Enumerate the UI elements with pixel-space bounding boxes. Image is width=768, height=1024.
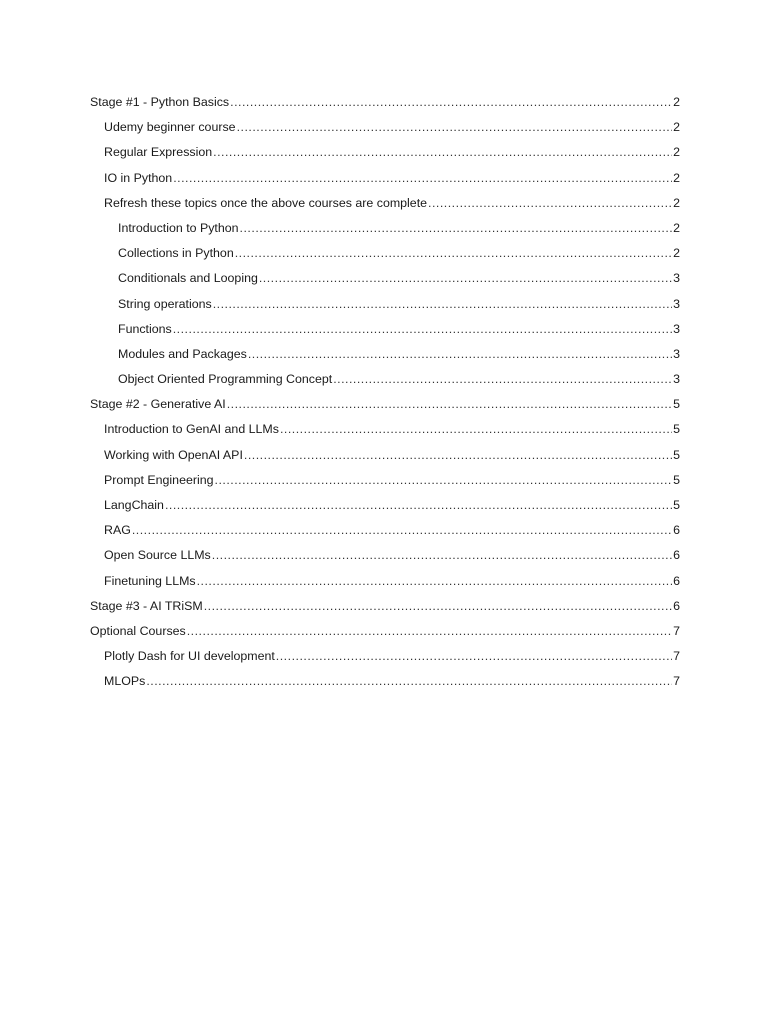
toc-entry-page: 2 <box>673 220 680 235</box>
toc-dot-leader <box>173 168 672 188</box>
toc-entry[interactable] <box>90 319 680 344</box>
toc-entry[interactable] <box>90 495 680 520</box>
toc-entry-page: 6 <box>673 548 680 563</box>
toc-entry-page: 5 <box>673 472 680 487</box>
toc-entry-page: 2 <box>673 145 680 160</box>
toc-entry-page: 7 <box>673 674 680 689</box>
toc-entry-title: Stage #2 - Generative AI <box>90 397 226 412</box>
toc-entry-page: 2 <box>673 195 680 210</box>
toc-entry-title: Introduction to Python <box>118 220 239 235</box>
toc-dot-leader <box>213 294 672 314</box>
toc-dot-leader <box>146 671 672 691</box>
toc-dot-leader <box>132 520 672 540</box>
toc-entry-page: 6 <box>673 598 680 613</box>
toc-dot-leader <box>240 218 673 238</box>
toc-entry[interactable] <box>90 445 680 470</box>
toc-entry[interactable] <box>90 646 680 671</box>
toc-dot-leader <box>248 344 672 364</box>
toc-entry[interactable] <box>90 268 680 293</box>
toc-entry[interactable] <box>90 545 680 570</box>
toc-entry[interactable] <box>90 520 680 545</box>
toc-entry-page: 2 <box>673 246 680 261</box>
toc-dot-leader <box>244 445 672 465</box>
toc-entry[interactable] <box>90 369 680 394</box>
toc-entry-title: Introduction to GenAI and LLMs <box>104 422 279 437</box>
toc-entry-page: 2 <box>673 120 680 135</box>
toc-entry[interactable] <box>90 571 680 596</box>
toc-dot-leader <box>227 394 672 414</box>
toc-dot-leader <box>280 419 672 439</box>
toc-entry-title: Working with OpenAI API <box>104 447 243 462</box>
toc-entry-title: Object Oriented Programming Concept <box>118 372 333 387</box>
toc-entry[interactable] <box>90 419 680 444</box>
toc-entry[interactable] <box>90 243 680 268</box>
toc-entry-page: 7 <box>673 623 680 638</box>
toc-entry-title: String operations <box>118 296 212 311</box>
toc-dot-leader <box>237 117 673 137</box>
toc-entry-title: Conditionals and Looping <box>118 271 258 286</box>
toc-dot-leader <box>213 142 672 162</box>
toc-dot-leader <box>173 319 672 339</box>
toc-entry[interactable] <box>90 193 680 218</box>
toc-entry[interactable] <box>90 142 680 167</box>
toc-entry-title: Refresh these topics once the above courses are complete <box>104 195 428 210</box>
toc-entry-page: 3 <box>673 321 680 336</box>
toc-dot-leader <box>212 545 672 565</box>
toc-entry[interactable] <box>90 344 680 369</box>
toc-entry[interactable] <box>90 218 680 243</box>
toc-entry[interactable] <box>90 394 680 419</box>
toc-entry[interactable] <box>90 92 680 117</box>
toc-entry-title: Optional Courses <box>90 623 186 638</box>
toc-entry-title: Plotly Dash for UI development <box>104 649 275 664</box>
toc-entry-title: LangChain <box>104 498 164 512</box>
toc-dot-leader <box>187 621 672 641</box>
toc-entry-title: Functions <box>118 321 172 336</box>
toc-entry[interactable] <box>90 117 680 142</box>
toc-dot-leader <box>428 193 672 213</box>
toc-entry-title: Regular Expression <box>104 145 213 160</box>
toc-entry-title: RAG <box>104 523 131 538</box>
toc-entry-title: Udemy beginner course <box>104 120 236 135</box>
toc-entry-page: 5 <box>673 422 680 437</box>
toc-dot-leader <box>259 268 672 288</box>
toc-entry-title: Stage #3 - AI TRiSM <box>90 598 203 613</box>
toc-dot-leader <box>165 495 672 515</box>
toc-entry-page: 2 <box>673 170 680 185</box>
toc-dot-leader <box>276 646 672 666</box>
toc-entry-title: Finetuning LLMs <box>104 573 196 588</box>
toc-dot-leader <box>215 470 673 490</box>
toc-entry-page: 6 <box>673 523 680 538</box>
toc-entry-title: Collections in Python <box>118 246 234 261</box>
toc-entry-title: IO in Python <box>104 170 173 185</box>
toc-entry-page: 5 <box>673 498 680 512</box>
toc-entry-title: MLOPs <box>104 674 146 689</box>
toc-dot-leader <box>197 571 672 591</box>
toc-dot-leader <box>230 92 672 112</box>
toc-entry-page: 5 <box>673 397 680 412</box>
toc-entry-page: 7 <box>673 649 680 664</box>
toc-entry[interactable] <box>90 621 680 646</box>
toc-entry[interactable] <box>90 294 680 319</box>
toc-dot-leader <box>235 243 672 263</box>
toc-entry[interactable] <box>90 596 680 621</box>
toc-entry-title: Prompt Engineering <box>104 472 214 487</box>
toc-entry-page: 6 <box>673 573 680 588</box>
toc-entry-title: Stage #1 - Python Basics <box>90 95 230 109</box>
toc-entry-page: 3 <box>673 296 680 311</box>
toc-entry[interactable] <box>90 168 680 193</box>
toc-entry-page: 3 <box>673 346 680 361</box>
toc-entry-page: 3 <box>673 271 680 286</box>
toc-entry-title: Modules and Packages <box>118 346 247 361</box>
toc-entry-page: 3 <box>673 372 680 387</box>
table-of-contents <box>90 92 680 697</box>
toc-dot-leader <box>333 369 672 389</box>
toc-entry-page: 5 <box>673 447 680 462</box>
toc-entry-title: Open Source LLMs <box>104 548 211 563</box>
toc-dot-leader <box>204 596 672 616</box>
toc-entry-page: 2 <box>673 95 680 109</box>
toc-entry[interactable] <box>90 671 680 696</box>
toc-entry[interactable] <box>90 470 680 495</box>
